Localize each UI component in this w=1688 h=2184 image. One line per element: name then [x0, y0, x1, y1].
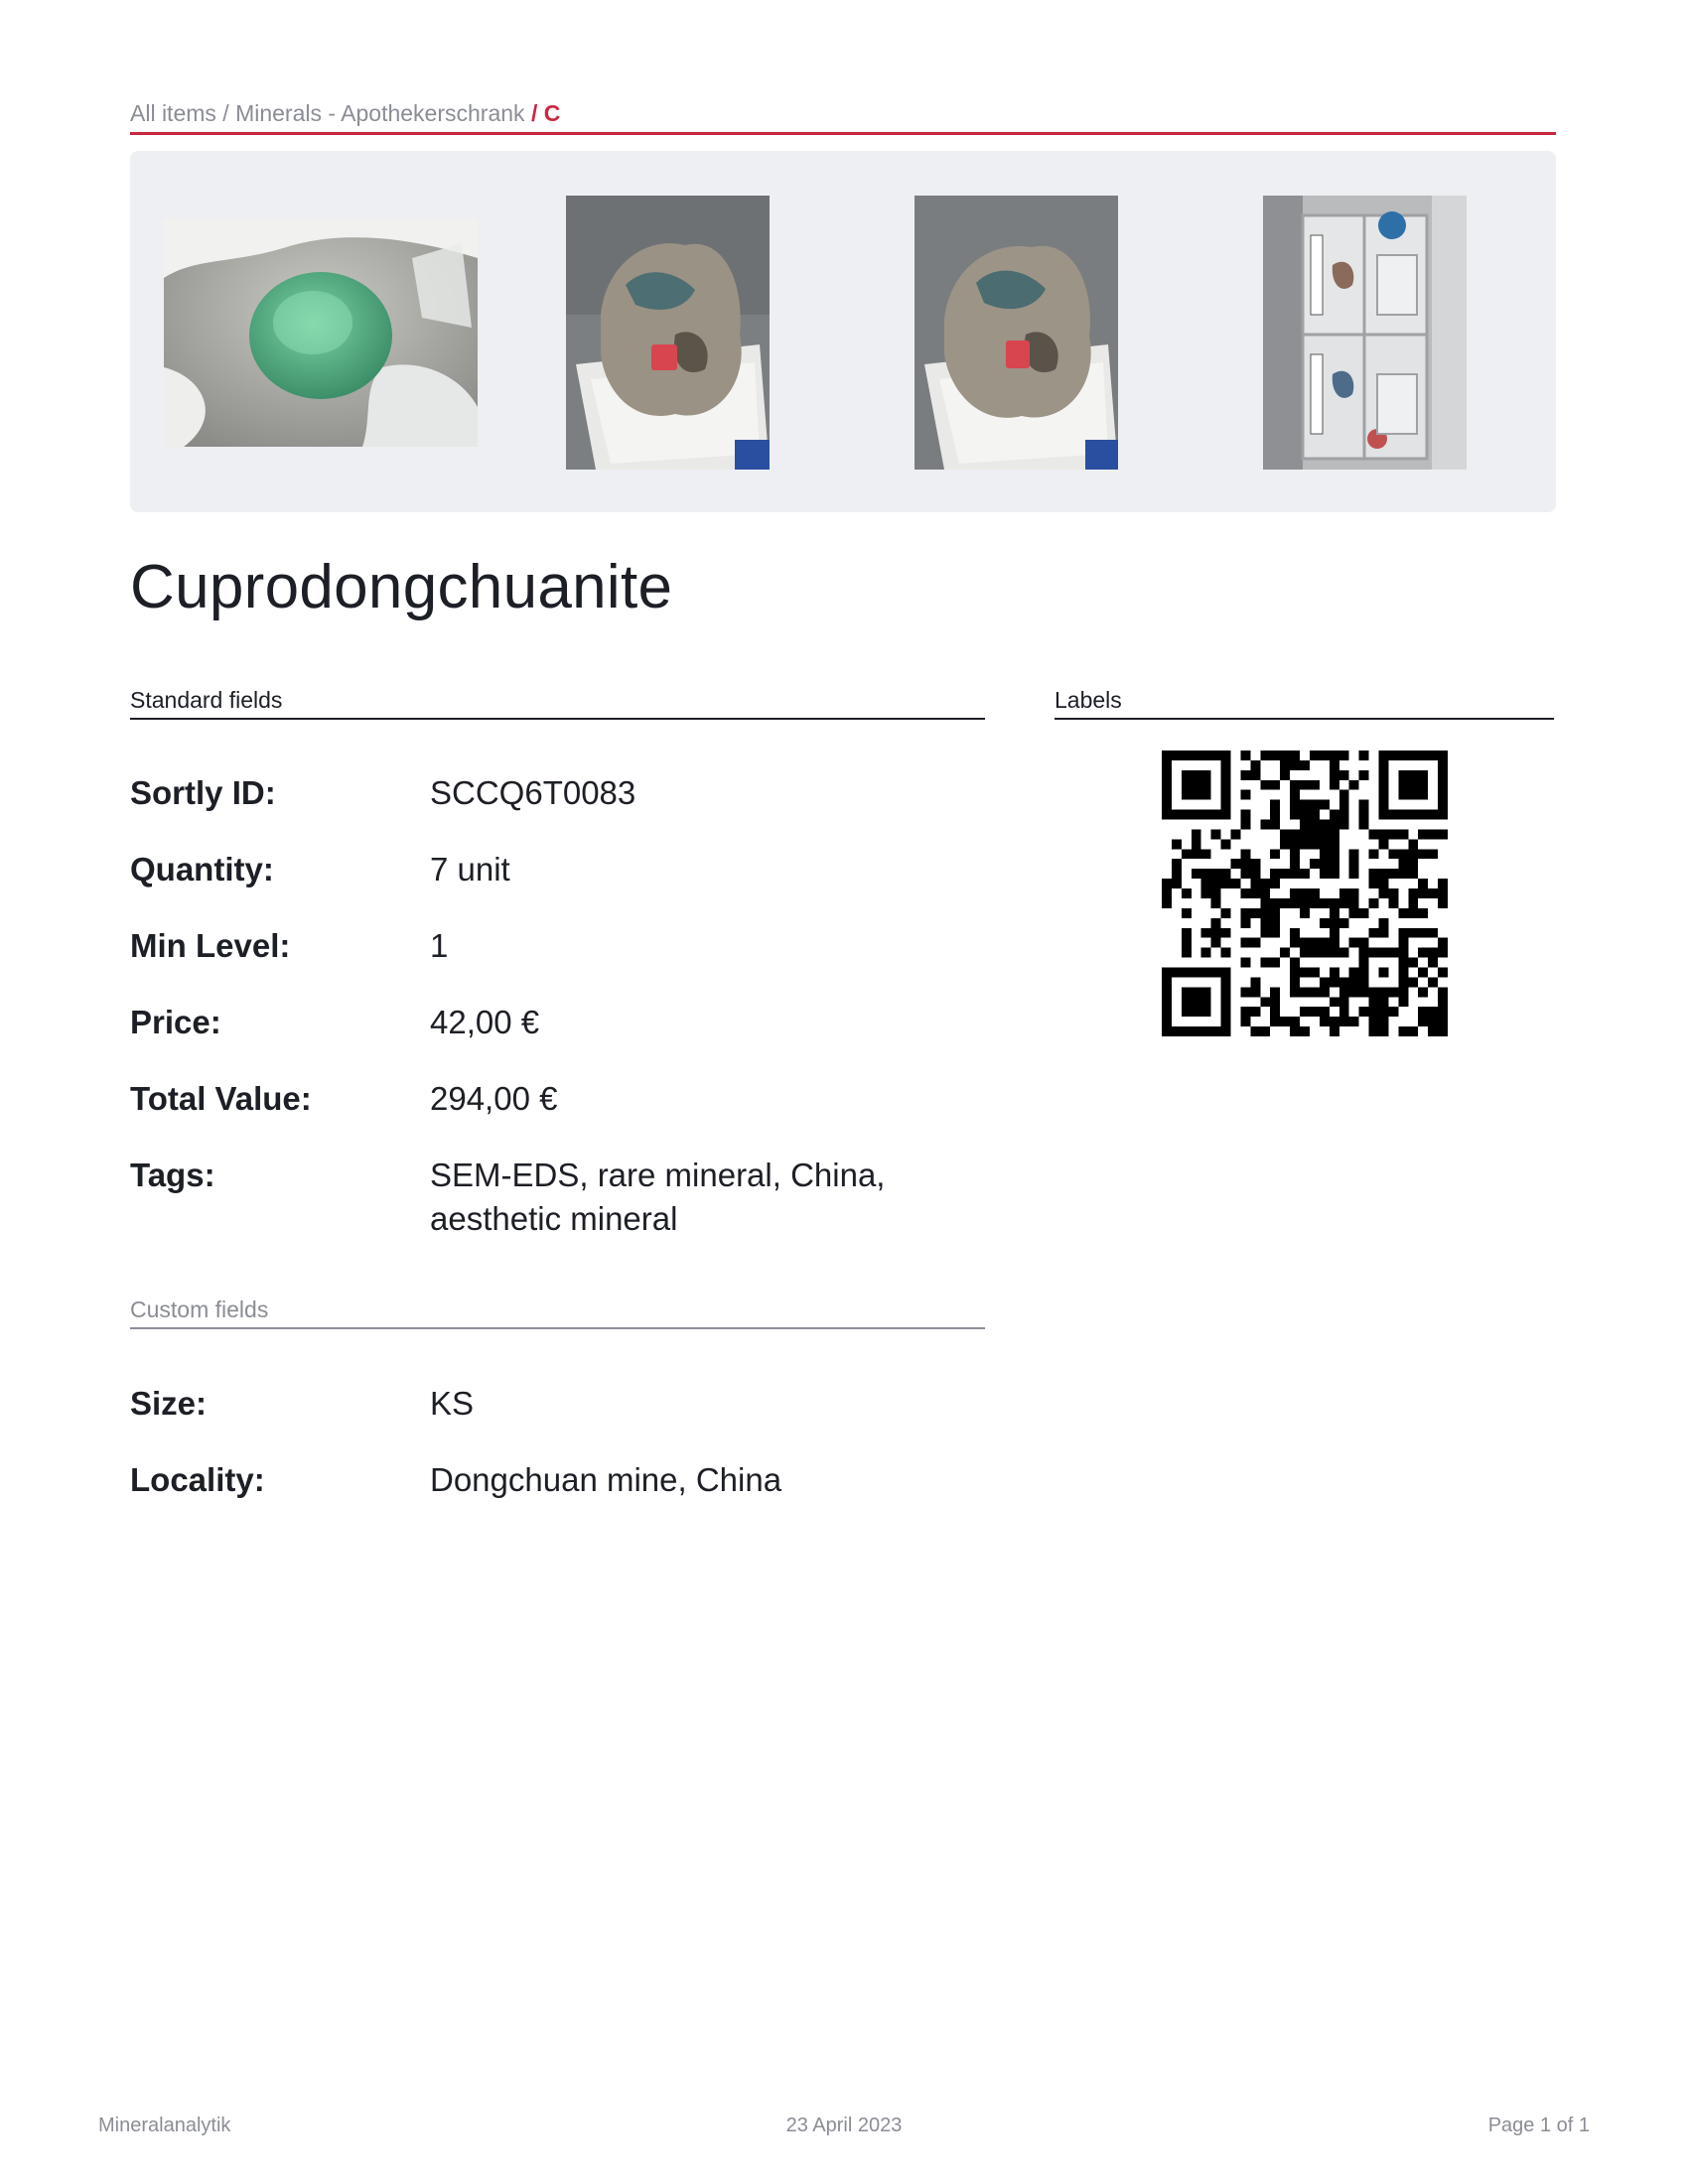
breadcrumb-path[interactable]: All items / Minerals - Apothekerschrank: [130, 100, 525, 126]
field-value: 294,00 €: [430, 1080, 558, 1117]
specimen-box-photo-2[interactable]: [914, 196, 1118, 470]
footer-page-number: Page 1 of 1: [1487, 2115, 1590, 2136]
qr-code: [1162, 751, 1448, 1036]
page-title: Cuprodongchuanite: [130, 553, 673, 621]
custom-fields-heading: Custom fields: [130, 1295, 985, 1329]
field-value: Dongchuan mine, China: [430, 1461, 782, 1498]
breadcrumb-current: / C: [530, 100, 561, 126]
field-value: SEM-EDS, rare mineral, China, aesthetic mineral: [430, 1157, 886, 1237]
field-value: 7 unit: [430, 851, 510, 887]
field-label: Total Value:: [130, 1080, 312, 1117]
breadcrumb: [130, 97, 1556, 135]
footer-org: Mineralanalytik: [98, 2115, 231, 2136]
field-label: Price:: [130, 1004, 221, 1040]
field-value: 42,00 €: [430, 1004, 540, 1040]
green-crystal-photo[interactable]: [164, 218, 478, 447]
field-label: Sortly ID:: [130, 774, 276, 811]
field-label: Tags:: [130, 1157, 215, 1193]
field-label: Min Level:: [130, 927, 291, 964]
specimen-box-photo[interactable]: [566, 196, 770, 470]
field-value: SCCQ6T0083: [430, 774, 636, 811]
labels-heading: Labels: [1055, 685, 1554, 720]
footer-date: 23 April 2023: [785, 2115, 903, 2136]
field-label: Size:: [130, 1385, 208, 1422]
field-label: Quantity:: [130, 851, 274, 887]
standard-fields-heading: Standard fields: [130, 685, 985, 720]
photo-gallery: [130, 151, 1556, 512]
field-value: 1: [430, 927, 449, 964]
cabinet-photo[interactable]: [1263, 196, 1467, 470]
field-label: Locality:: [130, 1461, 265, 1498]
field-value: KS: [430, 1385, 475, 1422]
